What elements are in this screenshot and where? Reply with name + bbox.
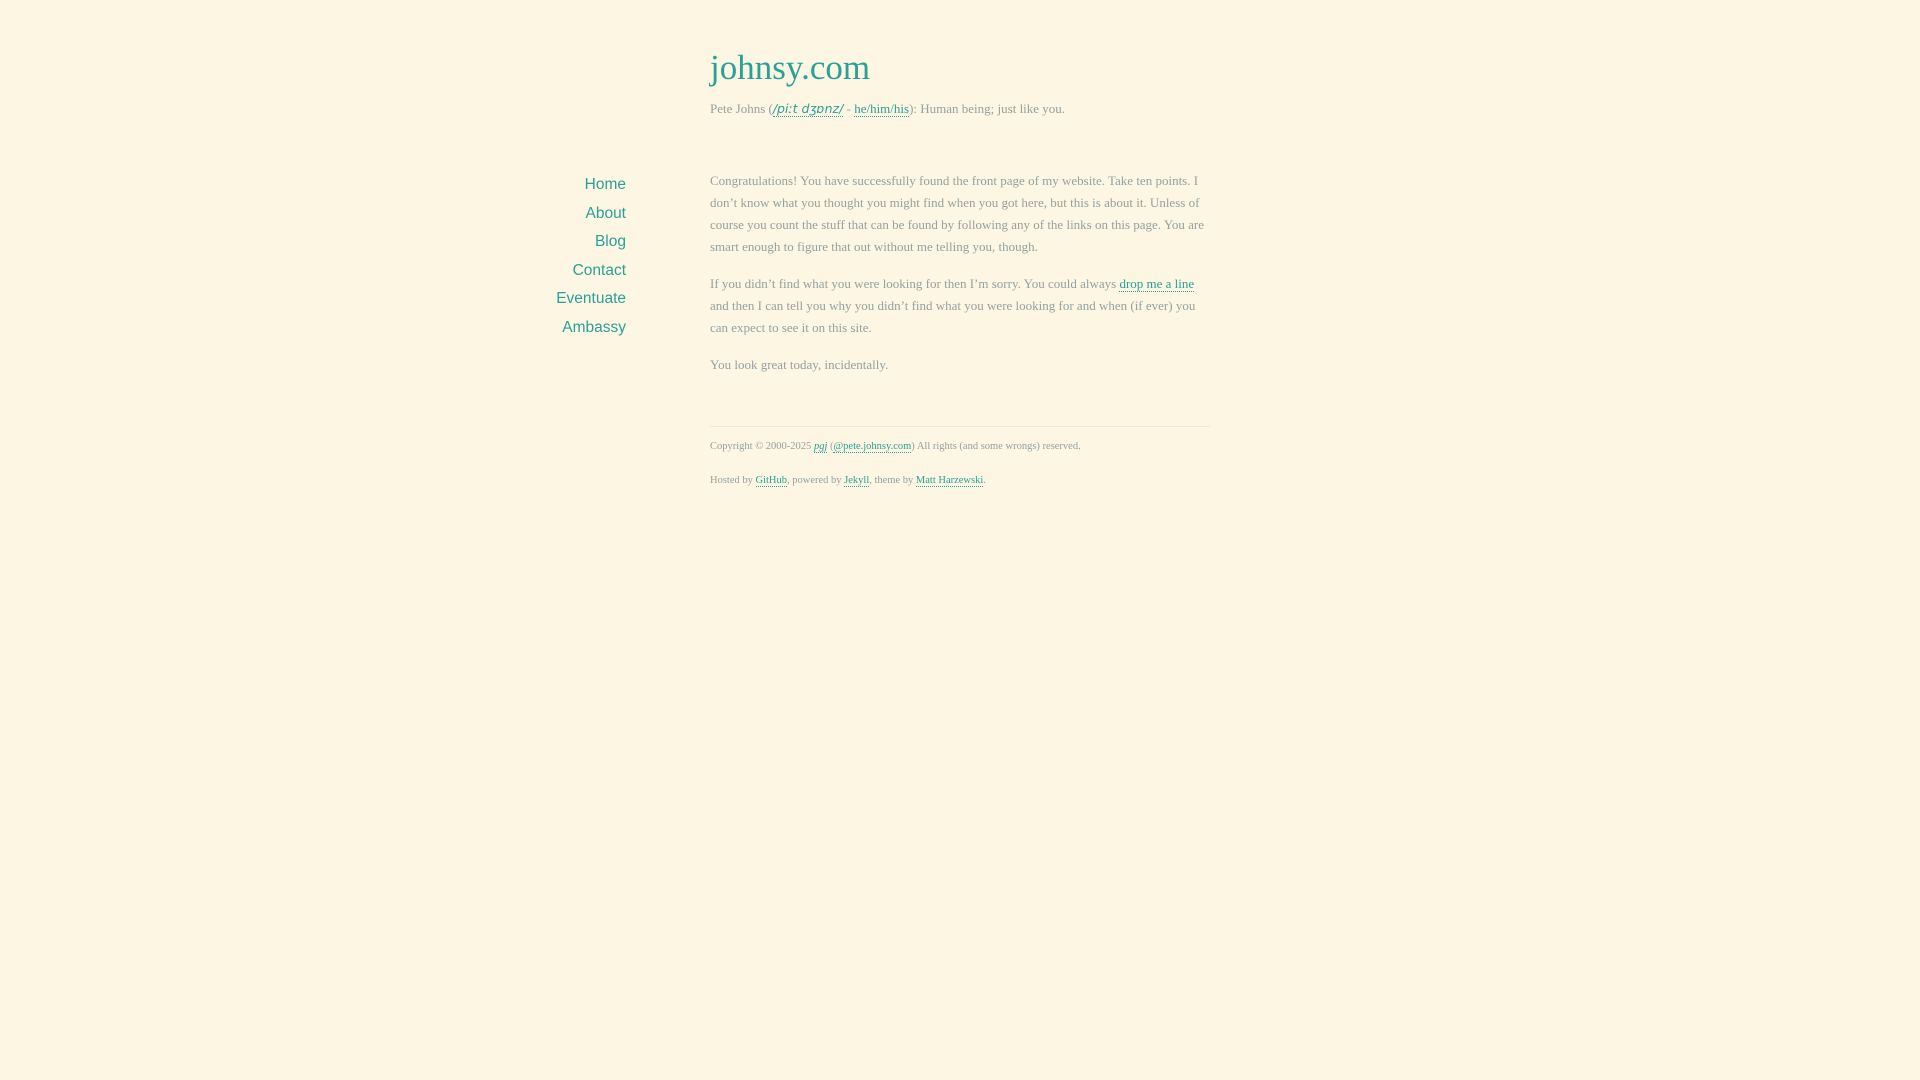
site-title[interactable] bbox=[710, 44, 870, 92]
initials-abbr[interactable]: pgj bbox=[813, 441, 828, 452]
tagline-open-paren: ( bbox=[765, 101, 773, 116]
nav-item-blog[interactable]: Blog bbox=[594, 233, 626, 251]
main-content bbox=[710, 170, 1210, 391]
copyright-line bbox=[710, 440, 1081, 454]
tagline-separator: - bbox=[843, 101, 855, 116]
intro-paragraph: Congratulations! You have successfully found the front page of my website. Take ten points. I don’t know what you thought you might find when you got here, but this is about it. Unless of course you count the stuff that can be found by following any of the links on this page. You are smart enough to figure that out without me telling you, though. bbox=[710, 173, 1205, 254]
closing-paragraph: You look great today, incidentally. bbox=[710, 357, 889, 372]
nav-item-eventuate[interactable]: Eventuate bbox=[556, 290, 626, 308]
hosted-end: . bbox=[983, 475, 986, 486]
hosted-line bbox=[710, 474, 986, 488]
jekyll-link[interactable]: Jekyll bbox=[844, 475, 870, 486]
handle-link[interactable]: @pete.johnsy.com bbox=[833, 441, 912, 452]
nav-item-about[interactable]: About bbox=[585, 204, 626, 222]
pronouns-link[interactable]: he/him/his bbox=[854, 101, 910, 116]
copyright-open-paren: ( bbox=[827, 441, 834, 452]
tagline-name: Pete Johns bbox=[710, 101, 766, 116]
contact-text-after: and then I can tell you why you didn’t find what you were looking for and when (if ever) you can expect to see it on this site. bbox=[710, 298, 1196, 335]
hosted-prefix: Hosted by bbox=[710, 475, 756, 486]
site-title-link[interactable]: johnsy.com bbox=[710, 48, 871, 87]
contact-text-before: If you didn’t find what you were looking for then I’m sorry. You could always bbox=[710, 276, 1120, 291]
theme-author-link[interactable]: Matt Harzewski bbox=[915, 475, 984, 486]
github-link[interactable]: GitHub bbox=[755, 475, 787, 486]
tagline bbox=[710, 99, 1065, 119]
tagline-rest: ): Human being; just like you. bbox=[909, 101, 1066, 116]
theme-prefix: , theme by bbox=[869, 475, 916, 486]
pronunciation-link[interactable]: /piːt dʒɒnz/ bbox=[772, 101, 844, 116]
powered-prefix: , powered by bbox=[787, 475, 845, 486]
copyright-prefix: Copyright © 2000-2025 bbox=[710, 441, 814, 452]
nav-item-contact[interactable]: Contact bbox=[572, 261, 626, 279]
sidebar-nav bbox=[556, 172, 626, 344]
contact-paragraph bbox=[710, 273, 1210, 339]
nav-item-home[interactable]: Home bbox=[584, 176, 626, 193]
drop-me-a-line-link[interactable]: drop me a line bbox=[1119, 276, 1195, 291]
nav-item-ambassy[interactable]: Ambassy bbox=[562, 318, 626, 336]
copyright-rights: ) All rights (and some wrongs) reserved. bbox=[911, 441, 1081, 452]
footer-divider bbox=[710, 426, 1210, 427]
